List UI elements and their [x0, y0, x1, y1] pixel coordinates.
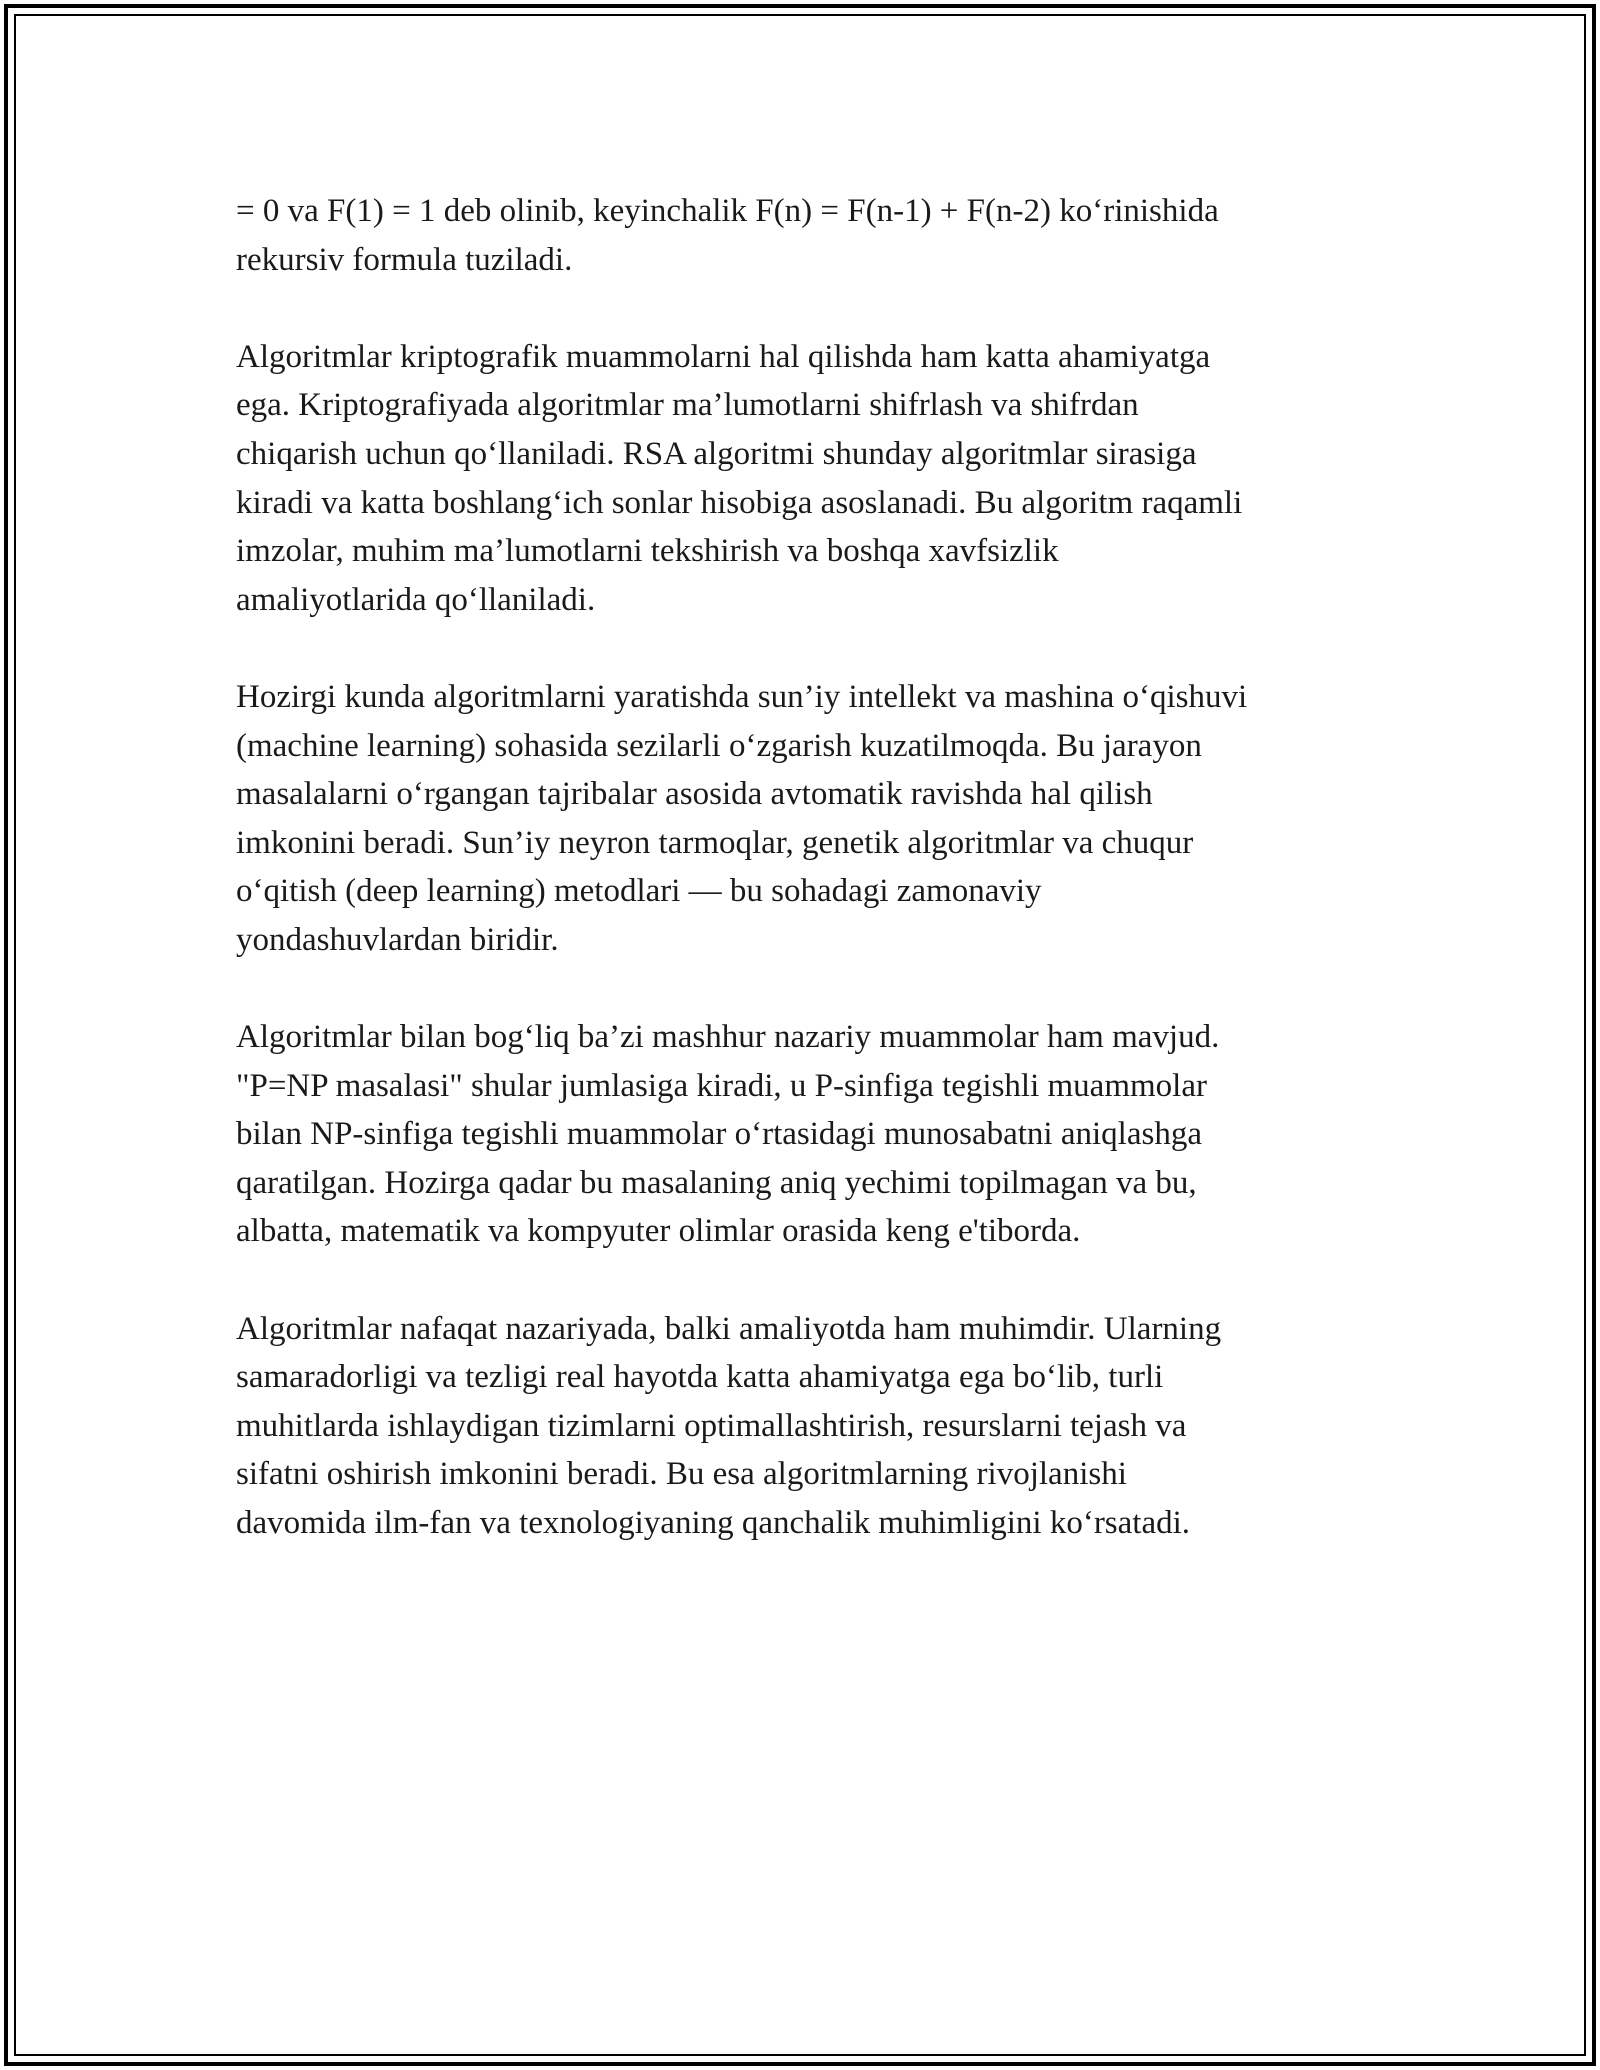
document-body	[236, 187, 1396, 1596]
paragraph-fibonacci: = 0 va F(1) = 1 deb olinib, keyinchalik F(n) = F(n-1) + F(n-2) ko‘rinishida rekursiv formula tuziladi.	[236, 193, 1219, 278]
paragraph-machine-learning: Hozirgi kunda algoritmlarni yaratishda sun’iy intellekt va mashina o‘qishuvi (machine learning) sohasida sezilarli o‘zgarish kuzatilmoqda. Bu jarayon masalalarni o‘rgangan tajribalar asosida avtomatik ravishda hal qilish imkonini beradi. Sun’iy neyron tarmoqlar, genetik algoritmlar va chuqur o‘qitish (deep learning) metodlari — bu sohadagi zamonaviy yondashuvlardan biridir.	[236, 678, 1248, 958]
paragraph-practice: Algoritmlar nafaqat nazariyada, balki amaliyotda ham muhimdir. Ularning samaradorligi va tezligi real hayotda katta ahamiyatga ega bo‘lib, turli muhitlarda ishlaydigan tizimlarni optimallashtirish, resurslarni tejash va sifatni oshirish imkonini beradi. Bu esa algoritmlarning rivojlanishi davomida ilm-fan va texnologiyaning qanchalik muhimligini ko‘rsatadi.	[236, 1310, 1222, 1542]
paragraph-p-np: Algoritmlar bilan bog‘liq ba’zi mashhur nazariy muammolar ham mavjud. "P=NP masalasi" shular jumlasiga kiradi, u P-sinfiga tegishli muammolar bilan NP-sinfiga tegishli muammolar o‘rtasidagi munosabatni aniqlashga qaratilgan. Hozirga qadar bu masalaning aniq yechimi topilmagan va bu, albatta, matematik va kompyuter olimlar orasida keng e'tiborda.	[236, 1019, 1220, 1250]
paragraph-cryptography: Algoritmlar kriptografik muammolarni hal qilishda ham katta ahamiyatga ega. Kriptografiyada algoritmlar ma’lumotlarni shifrlash va shifrdan chiqarish uchun qo‘llaniladi. RSA algoritmi shunday algoritmlar sirasiga kiradi va katta boshlang‘ich sonlar hisobiga asoslanadi. Bu algoritm raqamli imzolar, muhim ma’lumotlarni tekshirish va boshqa xavfsizlik amaliyotlarida qo‘llaniladi.	[236, 338, 1243, 618]
